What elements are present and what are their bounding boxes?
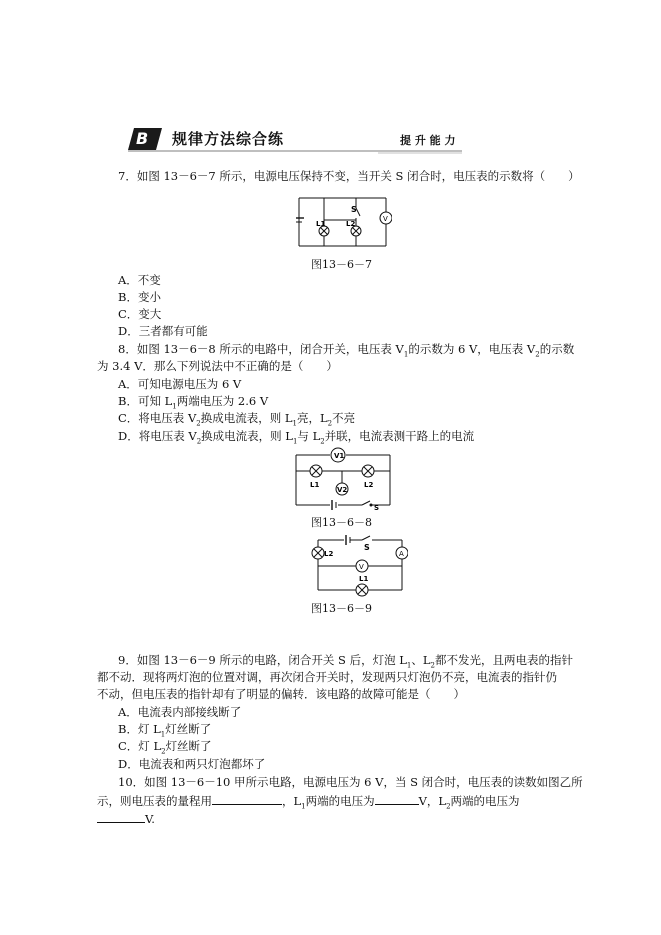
q9-stem-line1: 9．如图 13－6－9 所示的电路，闭合开关 S 后，灯泡 $L_1$、$L_2$都不发光，且两电表的指针 bbox=[118, 653, 573, 670]
q7-stem: 7．如图 13－6－7 所示，电源电压保持不变，当开关 S 闭合时，电压表的示数将（ ） bbox=[118, 169, 580, 183]
header-badge: B bbox=[136, 129, 149, 148]
q10-blank-l2-voltage[interactable] bbox=[97, 810, 145, 823]
fig8-label-v2: V2 bbox=[337, 486, 348, 494]
fig9-label-s: S bbox=[364, 543, 370, 552]
fig8-label-s: S bbox=[374, 504, 380, 511]
q8-option-a: A．可知电源电压为 6 V bbox=[118, 377, 242, 391]
fig8-label-v1: V1 bbox=[334, 452, 345, 460]
figure-13-6-9 bbox=[306, 532, 408, 598]
q9-stem-line2: 都不动．现将两灯泡的位置对调，再次闭合开关时，发现两只灯泡仍不亮，电流表的指针仍 bbox=[97, 670, 557, 684]
q7-option-d: D．三者都有可能 bbox=[118, 324, 208, 338]
q10-line2: 示，则电压表的量程用 ，$L_1$两端的电压为 V，$L_2$两端的电压为 bbox=[97, 794, 520, 811]
q9-stem-line3: 不动，但电压表的指针却有了明显的偏转．该电路的故障可能是（ ） bbox=[97, 687, 465, 701]
q7-option-b: B．变小 bbox=[118, 290, 161, 304]
q7-option-a: A．不变 bbox=[118, 273, 161, 287]
q8-stem-line2: 为 3.4 V．那么下列说法中不正确的是（ ） bbox=[97, 359, 338, 373]
q10-blank-range[interactable] bbox=[212, 792, 282, 805]
q10-line3: V. bbox=[97, 810, 155, 827]
q8-option-c: C．将电压表 $V_2$换成电流表，则 $L_1$亮，$L_2$不亮 bbox=[118, 411, 356, 428]
fig8-label-l2: L2 bbox=[364, 481, 374, 489]
q8-stem-line1: 8．如图 13－6－8 所示的电路中，闭合开关，电压表 $V_1$的示数为 6 V，电压表 $V_2$的示数 bbox=[118, 342, 575, 359]
header-right: 提 升 能 力 bbox=[400, 134, 456, 147]
q8-option-d: D．将电压表 $V_2$换成电流表，则 $L_1$与 $L_2$并联，电流表测干路上的电流 bbox=[118, 429, 475, 446]
header-title: 规律方法综合练 bbox=[172, 130, 285, 148]
fig9-label-a: A bbox=[399, 550, 404, 558]
q9-option-c: C．灯 $L_2$灯丝断了 bbox=[118, 739, 212, 756]
fig8-label-l1: L1 bbox=[310, 481, 320, 489]
q9-option-b: B．灯 $L_1$灯丝断了 bbox=[118, 722, 212, 739]
q8-option-b: B．可知 $L_1$两端电压为 2.6 V bbox=[118, 394, 269, 411]
fig7-label-l1: L1 bbox=[316, 220, 326, 228]
fig7-label-s: S bbox=[351, 205, 357, 214]
fig9-label-v: V bbox=[359, 563, 364, 571]
fig7-label-v: V bbox=[383, 215, 388, 223]
figure-13-6-8 bbox=[292, 447, 396, 511]
fig7-caption: 图13－6－7 bbox=[311, 258, 372, 271]
fig9-label-l1: L1 bbox=[359, 575, 369, 583]
figure-13-6-7 bbox=[296, 190, 392, 250]
fig9-label-l2: L2 bbox=[324, 550, 334, 558]
q10-blank-l1-voltage[interactable] bbox=[375, 792, 419, 805]
fig7-label-l2: L2 bbox=[346, 220, 356, 228]
fig9-caption: 图13－6－9 bbox=[311, 602, 372, 615]
section-header bbox=[128, 126, 462, 156]
q9-option-a: A．电流表内部接线断了 bbox=[118, 705, 242, 719]
q10-line1: 10．如图 13－6－10 甲所示电路，电源电压为 6 V，当 S 闭合时，电压表的读数如图乙所 bbox=[118, 775, 583, 789]
fig8-caption: 图13－6－8 bbox=[311, 516, 372, 529]
q7-option-c: C．变大 bbox=[118, 307, 162, 321]
q9-option-d: D．电流表和两只灯泡都坏了 bbox=[118, 757, 266, 771]
